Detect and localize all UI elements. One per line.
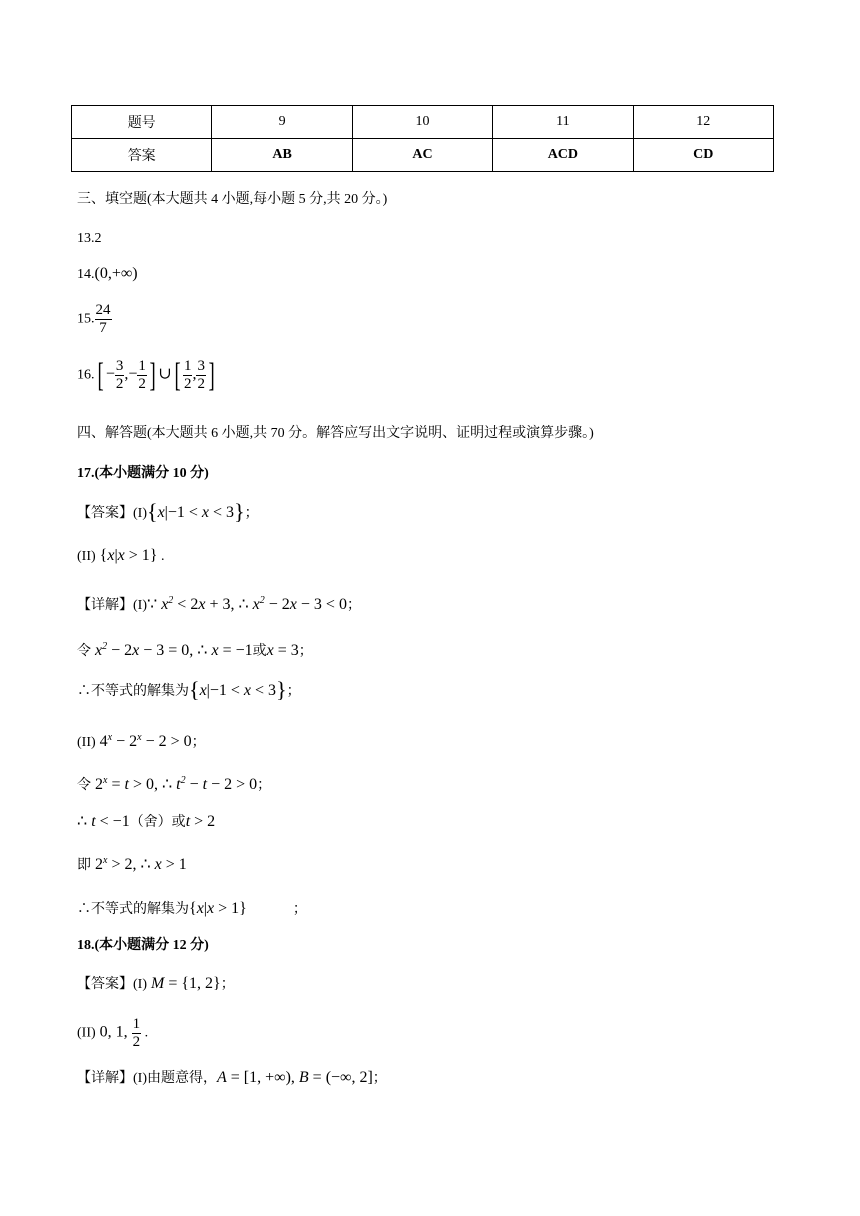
fraction: $\frac{3}{2}$ (197, 358, 205, 392)
fraction: $\frac{3}{2}$ (115, 358, 124, 392)
denominator: 7 (99, 320, 107, 336)
fraction: $\frac{1}{2}$ (132, 1016, 141, 1050)
q17-title: 17.(本小题满分 10 分) (77, 466, 209, 481)
numerator: 24 (95, 302, 111, 318)
fraction: $\frac{1}{2}$ (183, 358, 192, 392)
fraction: $\frac{1}{2}$ (138, 358, 146, 392)
q17-detail-7: 即 $2^x > 2$, ∴ x > 1 (77, 855, 187, 873)
table-cell: 题号 (72, 106, 212, 139)
q18-answer-1: 【答案】(I) M = {1, 2}； (77, 975, 235, 992)
q17-detail-2: 令 $x^2 - 2x - 3 = 0$, ∴ x = −1或x = 3； (77, 641, 313, 659)
table-cell: 11 (493, 106, 633, 139)
table-answer-row (72, 139, 774, 172)
q17-answer-1: 【答案】(I){x|−1 < x < 3}； (77, 499, 259, 524)
table-cell: CD (633, 139, 773, 172)
q14-value: (0,+∞) (94, 265, 138, 282)
q17-detail-5: 令 $2^x = t > 0$, ∴ $t^2 - t - 2 > 0$； (77, 775, 272, 793)
table-cell: AB (212, 139, 352, 172)
q17-detail-8: ∴不等式的解集为{x|x > 1} ； (77, 900, 307, 917)
answer-table (71, 105, 774, 172)
table-cell: ACD (493, 139, 633, 172)
section-4-title: 四、解答题(本大题共 6 小题,共 70 分。解答应写出文字说明、证明过程或演算步骤。) (77, 426, 594, 441)
q15-answer (77, 302, 112, 337)
q16-label: 16. (77, 367, 95, 383)
q17-detail-1: 【详解】(I)∵ $x^2 < 2x + 3$, ∴ $x^2 - 2x - 3 < 0$； (77, 595, 361, 613)
q18-answer-2: (II) 0, 1, $\frac{1}{2}$ . (77, 1016, 149, 1050)
table-cell: AC (352, 139, 492, 172)
q17-detail-3: ∴不等式的解集为{x|−1 < x < 3}； (77, 677, 301, 702)
q18-detail-1: 【详解】(I)由题意得，A = [1, +∞), B = (−∞, 2]； (77, 1069, 387, 1086)
q18-title: 18.(本小题满分 12 分) (77, 938, 209, 953)
section-3-title: 三、填空题(本大题共 4 小题,每小题 5 分,共 20 分。) (77, 192, 388, 207)
q17-detail-6: ∴ t < −1（舍）或t > 2 (77, 813, 216, 830)
q14-answer (77, 264, 138, 285)
q14-label: 14. (77, 267, 95, 282)
q17-detail-4: (II) $4^x - 2^x - 2 > 0$； (77, 732, 206, 750)
table-header-row (72, 106, 774, 139)
q13-answer: 13.2 (77, 231, 102, 246)
q15-fraction (95, 302, 112, 337)
table-cell: 10 (352, 106, 492, 139)
table-cell: 9 (212, 106, 352, 139)
q15-label: 15. (77, 311, 95, 327)
q16-answer: 16.[ − $\frac{3}{2}$ ,− $\frac{1}{2}$ ] ∪[ $\frac{1}{2}$ , $\frac{3}{2}$ ] (77, 356, 215, 394)
table-cell: 答案 (72, 139, 212, 172)
q17-answer-2: (II) {x|x > 1} . (77, 547, 165, 564)
table-cell: 12 (633, 106, 773, 139)
